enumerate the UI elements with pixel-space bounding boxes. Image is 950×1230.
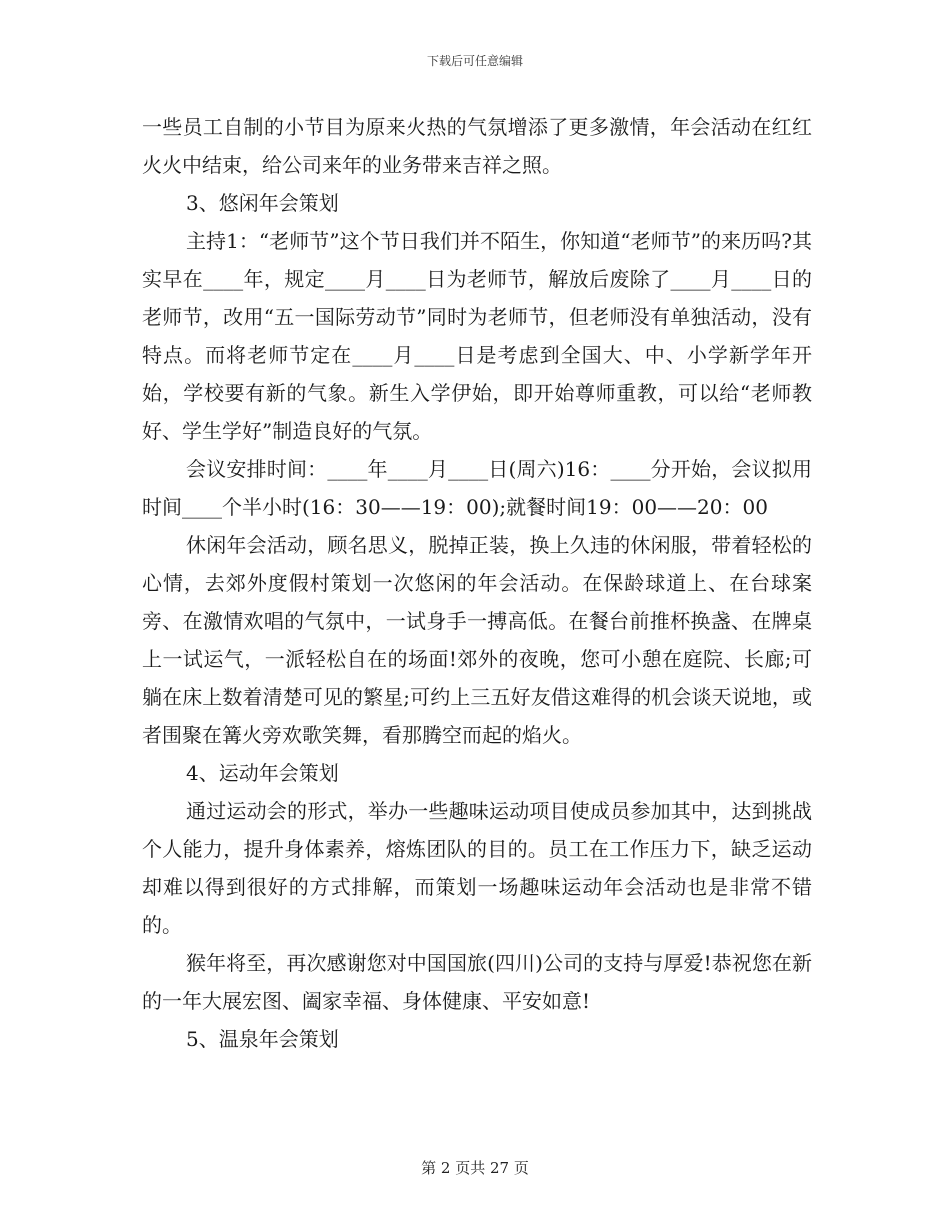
- paragraph-sports-activity: 通过运动会的形式，举办一些趣味运动项目使成员参加其中，达到挑战个人能力，提升身体素养，熔炼团队的目的。员工在工作压力下，缺乏运动却难以得到很好的方式排解，而策划一场趣味运动年会活动也是非常不错的。: [142, 799, 812, 937]
- section-heading-4: 4、运动年会策划: [186, 761, 339, 785]
- paragraph-leisure-activity: 休闲年会活动，顾名思义，脱掉正装，换上久违的休闲服，带着轻松的心情，去郊外度假村策划一次悠闲的年会活动。在保龄球道上、在台球案旁、在激情欢唱的气氛中，一试身手一搏高低。在餐台前推杯换盏、在牌桌上一试运气，一派轻松自在的场面!郊外的夜晚，您可小憩在庭院、长廊;可躺在床上数着清楚可见的繁星;可约上三五好友借这难得的机会谈天说地，或者围聚在篝火旁欢歌笑舞，看那腾空而起的焰火。: [142, 533, 812, 747]
- section-heading-5: 5、温泉年会策划: [186, 1027, 339, 1051]
- page-footer: 第 2 页共 27 页: [421, 1159, 529, 1177]
- paragraph-continuation: 一些员工自制的小节目为原来火热的气氛增添了更多激情，年会活动在红红火火中结束，给公司来年的业务带来吉祥之照。: [142, 115, 812, 177]
- paragraph-host-intro: 主持1：“老师节”这个节日我们并不陌生，你知道“老师节”的来历吗?其实早在____年，规定____月____日为老师节，解放后废除了____月____日的老师节，改用“五一国际劳动节”同时为老师节，但老师没有单独活动，没有特点。而将老师节定在____月____日是考虑到全国大、中、小学新学年开始，学校要有新的气象。新生入学伊始，即开始尊师重教，可以给“老师教好、学生学好”制造良好的气氛。: [142, 229, 812, 443]
- document-body: [142, 108, 812, 1058]
- paragraph-meeting-schedule: 会议安排时间：____年____月____日(周六)16：____分开始，会议拟用时间____个半小时(16：30——19：00);就餐时间19：00——20：00: [142, 457, 812, 519]
- page-header: 下载后可任意编辑: [426, 54, 523, 68]
- section-heading-3: 3、悠闲年会策划: [186, 191, 339, 215]
- paragraph-thanks: 猴年将至，再次感谢您对中国国旅(四川)公司的支持与厚爱!恭祝您在新的一年大展宏图、阖家幸福、身体健康、平安如意!: [142, 951, 812, 1013]
